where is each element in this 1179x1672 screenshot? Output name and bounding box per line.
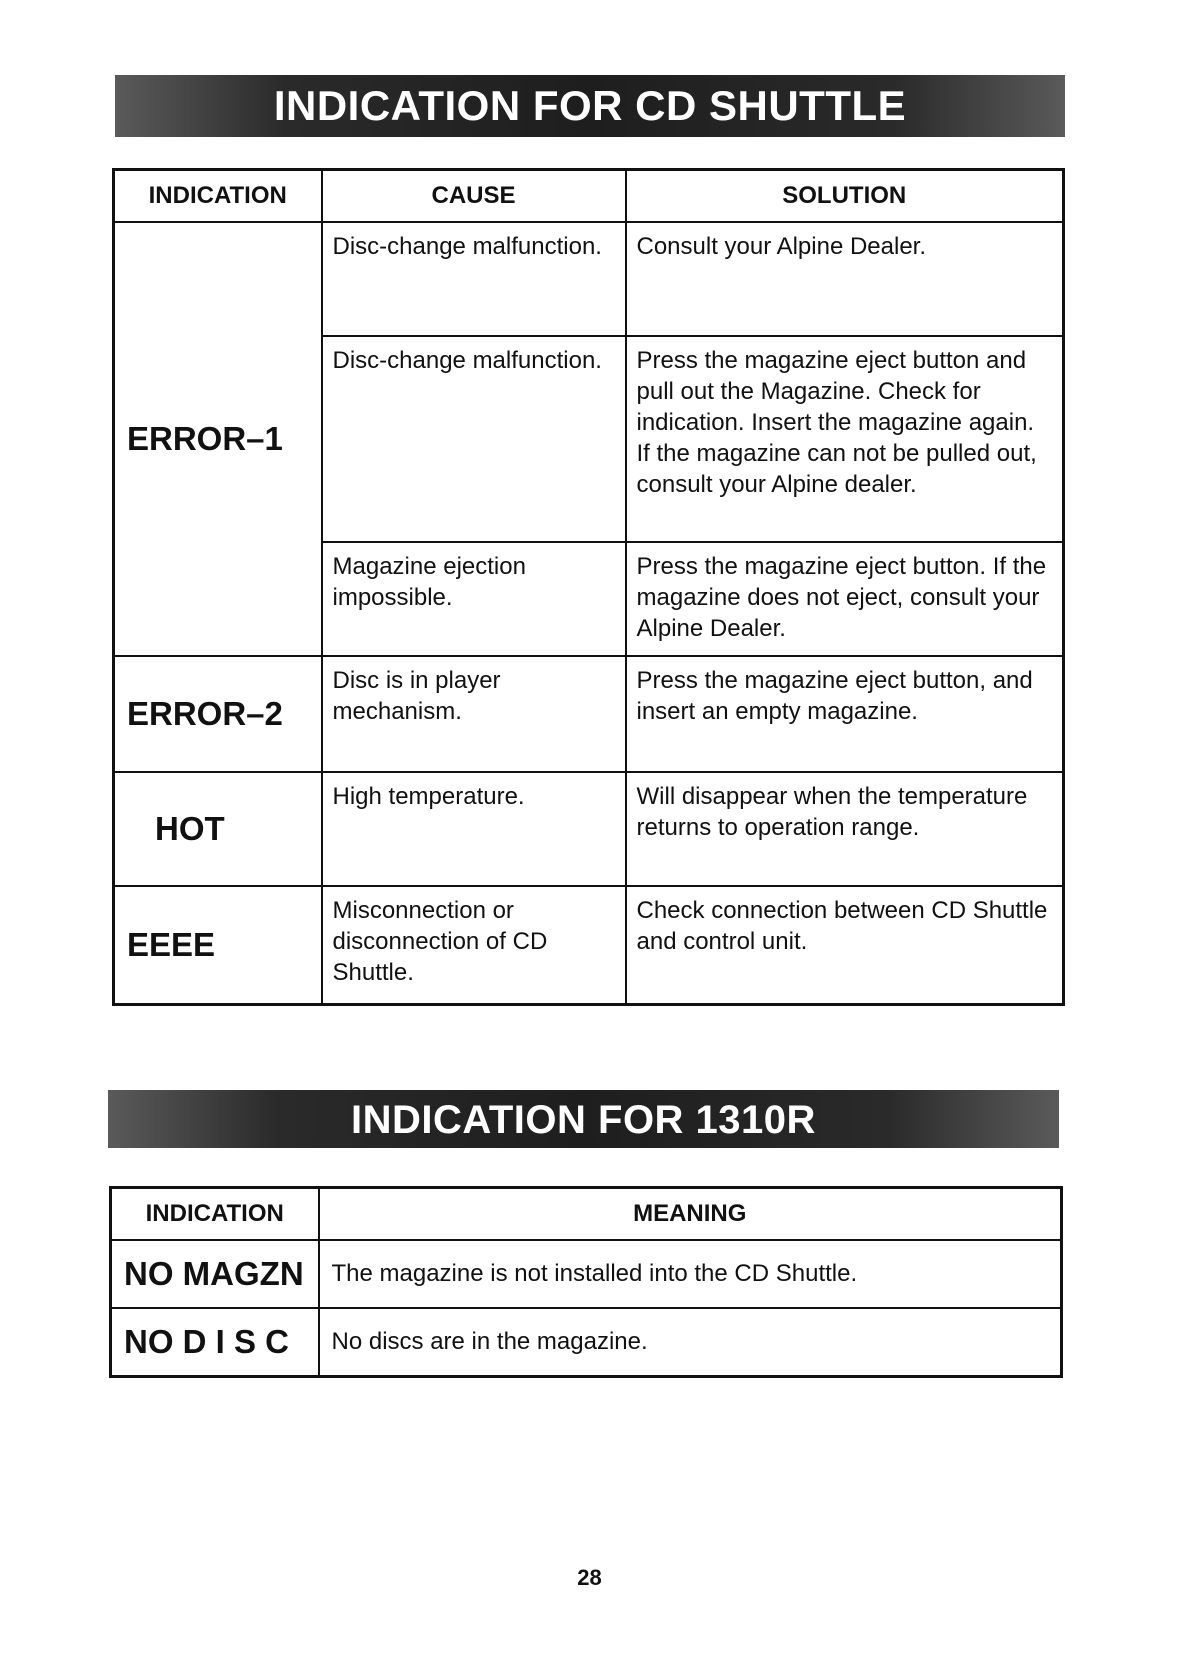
solution-cell: Check connection between CD Shuttle and control unit. xyxy=(626,886,1064,1004)
solution-cell: Will disappear when the temperature returns to operation range. xyxy=(626,772,1064,886)
table-row xyxy=(114,656,1064,772)
column-header-cause: CAUSE xyxy=(322,170,626,223)
cause-cell: Disc is in player mechanism. xyxy=(322,656,626,772)
solution-cell: Press the magazine eject button, and insert an empty magazine. xyxy=(626,656,1064,772)
section-title-text: INDICATION FOR 1310R xyxy=(351,1098,816,1142)
cd-shuttle-indication-table xyxy=(112,168,1065,1006)
solution-cell: Consult your Alpine Dealer. xyxy=(626,222,1064,336)
indication-error-2: ERROR–2 xyxy=(114,656,322,772)
indication-error-1: ERROR–1 xyxy=(114,222,322,656)
table-header-row xyxy=(111,1188,1062,1241)
cause-cell: Disc-change malfunction. xyxy=(322,222,626,336)
cause-cell: Magazine ejection impossible. xyxy=(322,542,626,656)
section-title-1310r xyxy=(108,1090,1059,1148)
table-row xyxy=(114,772,1064,886)
table-row xyxy=(114,222,1064,336)
indication-no-disc: NO D I S C xyxy=(111,1308,319,1377)
column-header-solution: SOLUTION xyxy=(626,170,1064,223)
section-title-cd-shuttle xyxy=(115,75,1065,137)
table-row xyxy=(111,1308,1062,1377)
cause-cell: Misconnection or disconnection of CD Shuttle. xyxy=(322,886,626,1004)
table-header-row xyxy=(114,170,1064,223)
meaning-cell: The magazine is not installed into the CD Shuttle. xyxy=(319,1240,1062,1308)
column-header-indication: INDICATION xyxy=(114,170,322,223)
section-title-text: INDICATION FOR CD SHUTTLE xyxy=(273,82,907,129)
table-row xyxy=(114,886,1064,1004)
column-header-indication: INDICATION xyxy=(111,1188,319,1241)
cause-cell: Disc-change malfunction. xyxy=(322,336,626,542)
solution-cell: Press the magazine eject button and pull out the Magazine. Check for indication. Insert the magazine again. If the magazine can not be pulled out, consult your Alpine dealer. xyxy=(626,336,1064,542)
page-number: 28 xyxy=(577,1565,602,1590)
solution-cell: Press the magazine eject button. If the magazine does not eject, consult your Alpine Dealer. xyxy=(626,542,1064,656)
column-header-meaning: MEANING xyxy=(319,1188,1062,1241)
indication-no-magzn: NO MAGZN xyxy=(111,1240,319,1308)
cause-cell: High temperature. xyxy=(322,772,626,886)
meaning-cell: No discs are in the magazine. xyxy=(319,1308,1062,1377)
table-row xyxy=(111,1240,1062,1308)
1310r-indication-table xyxy=(109,1186,1063,1378)
indication-eeee: EEEE xyxy=(114,886,322,1004)
indication-hot: HOT xyxy=(114,772,322,886)
